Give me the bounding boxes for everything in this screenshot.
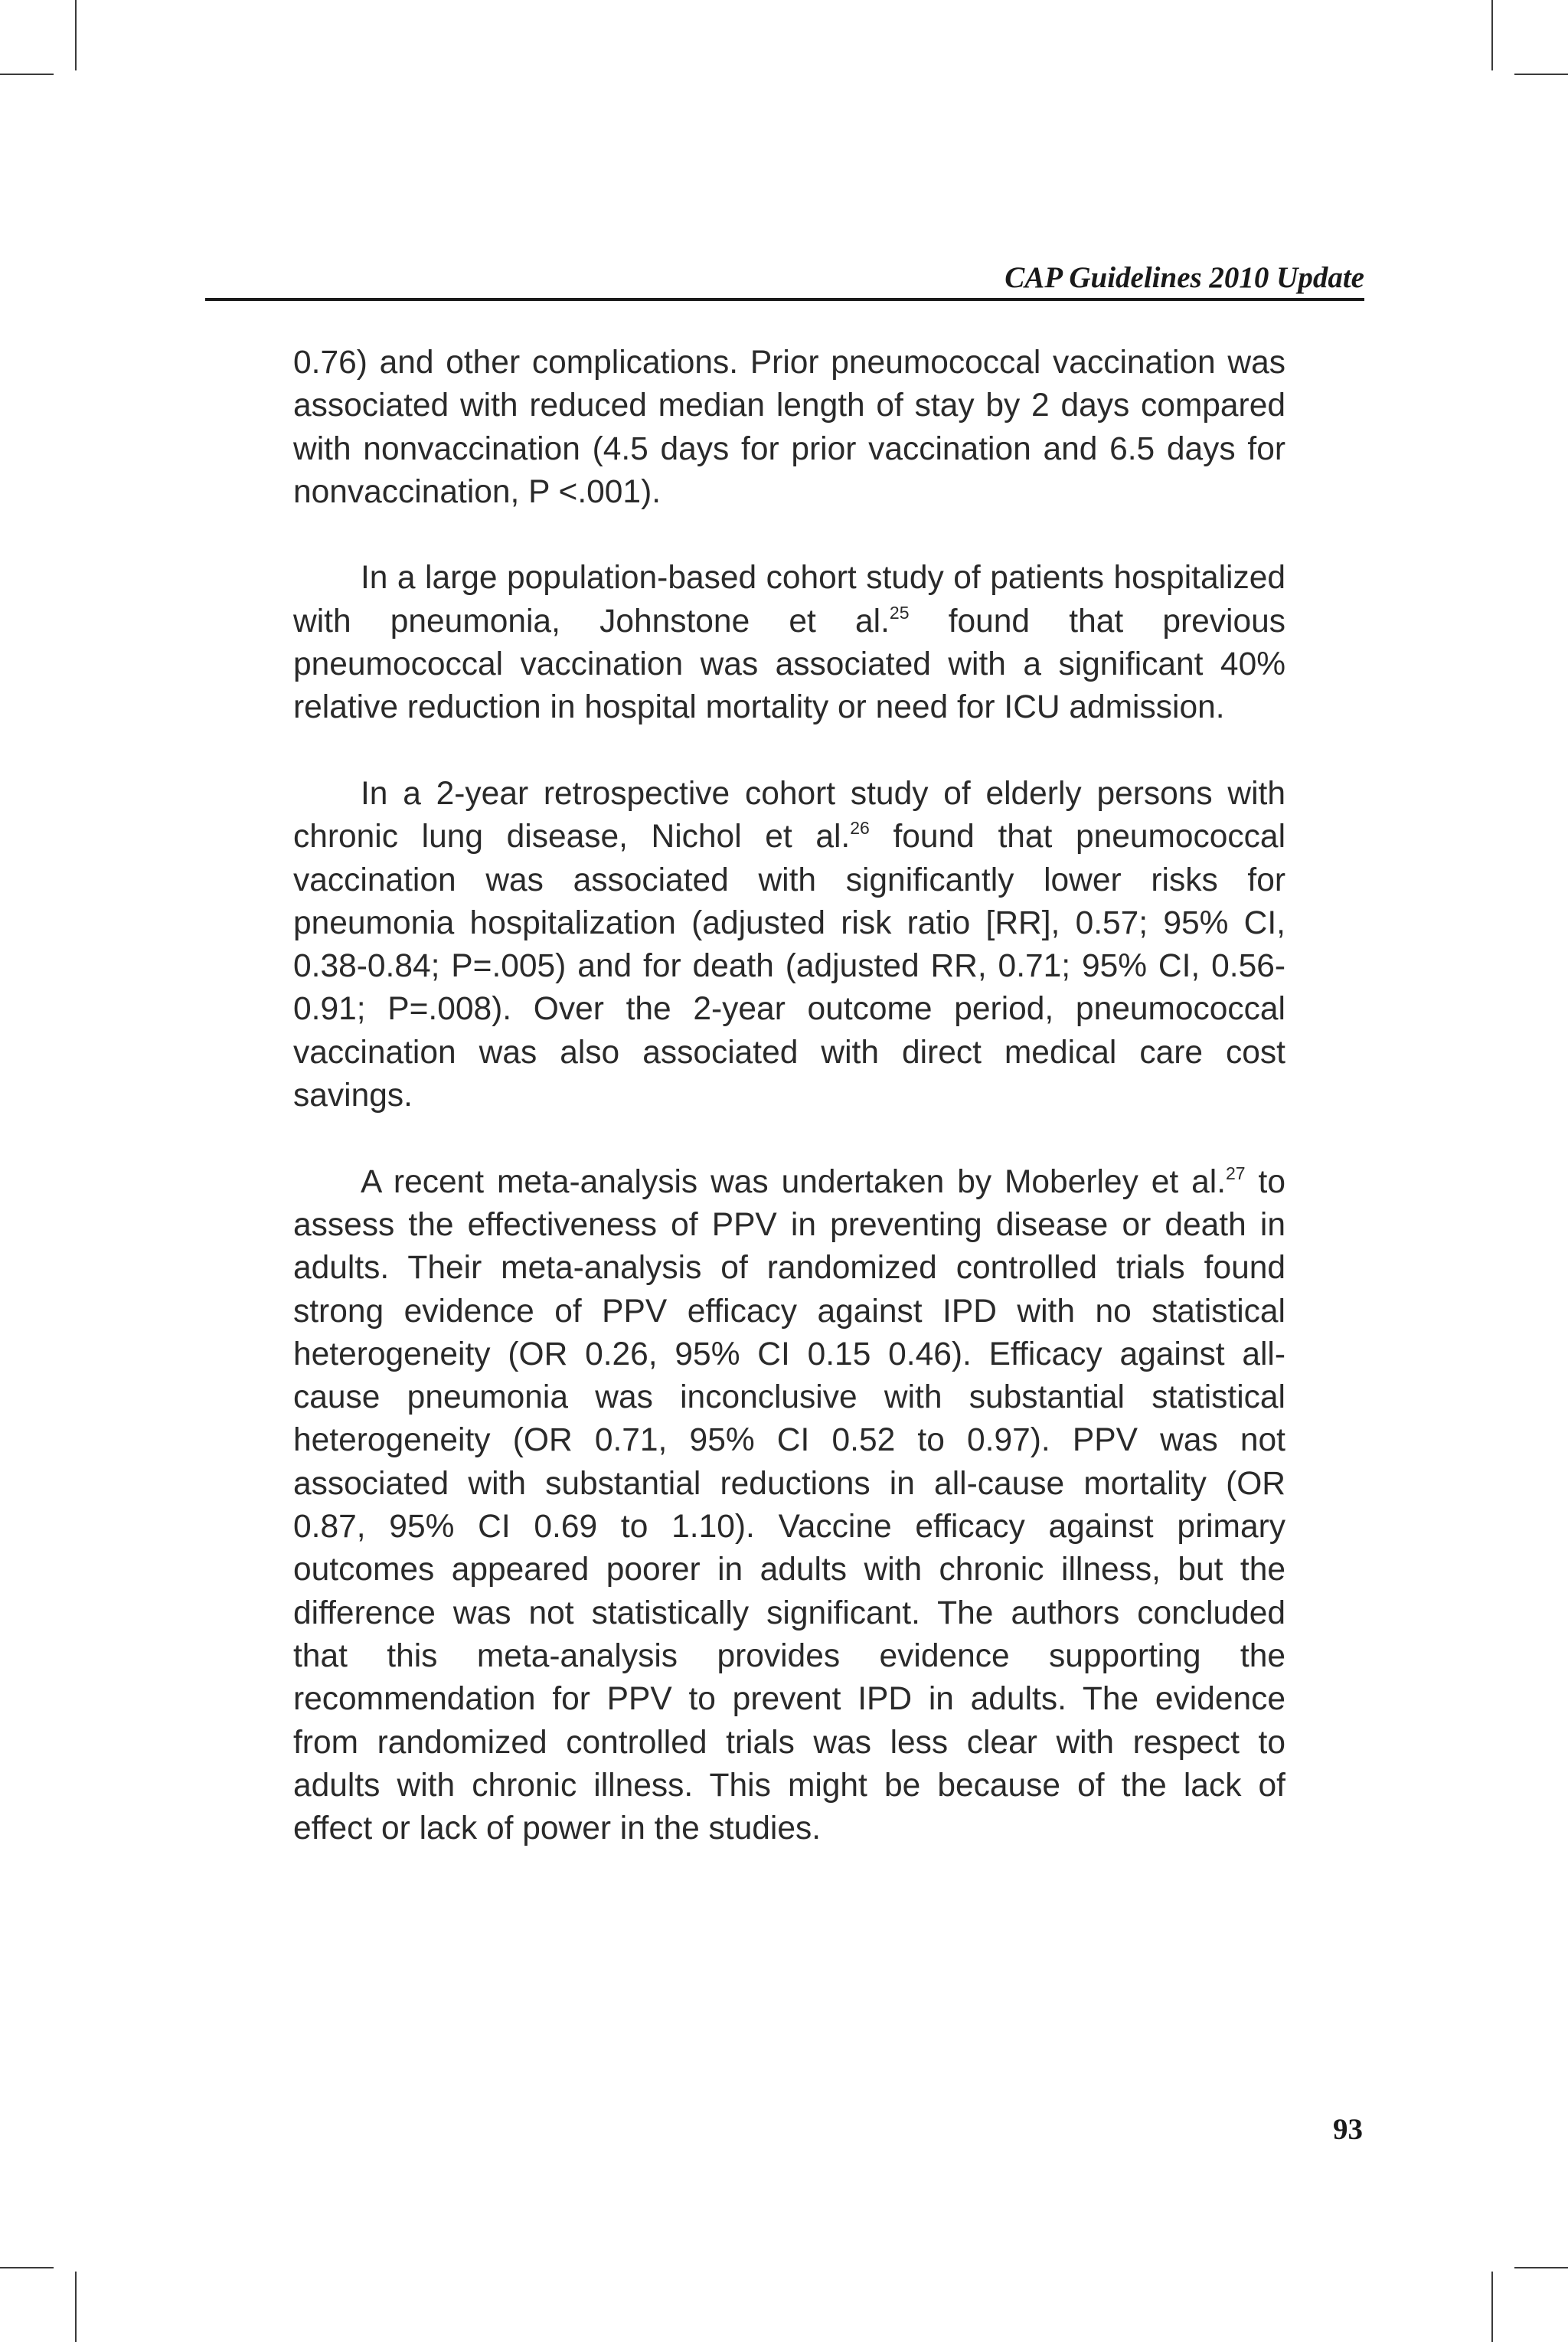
crop-mark-top-right-horizontal <box>1514 74 1568 75</box>
page-number: 93 <box>1333 2113 1363 2146</box>
header-rule <box>205 298 1364 301</box>
reference-superscript-27: 27 <box>1226 1163 1246 1183</box>
reference-superscript-25: 25 <box>889 602 910 623</box>
paragraph-4 <box>293 1161 1285 1851</box>
paragraph-3-text-start: In a 2-year retrospective cohort study of elderly persons with chronic lung disease, Nichol et al. <box>293 775 1285 855</box>
paragraph-2-text-end: found that previous pneumococcal vaccination was associated with a significant 40% relative reduction in hospital mortality or need for ICU admission. <box>293 603 1285 726</box>
body-text <box>293 342 1285 1894</box>
crop-mark-bottom-left-horizontal <box>0 2267 54 2268</box>
paragraph-4-text-end: to assess the effectiveness of PPV in preventing disease or death in adults. Their meta-analysis of randomized controlled trials found strong evidence of PPV efficacy against IPD with no statistical heterogeneity (OR 0.26, 95% CI 0.15 0.46). Efficacy against all-cause pneumonia was inconclusive with substantial statistical heterogeneity (OR 0.71, 95% CI 0.52 to 0.97). PPV was not associated with substantial reductions in all-cause mortality (OR 0.87, 95% CI 0.69 to 1.10). Vaccine efficacy against primary outcomes appeared poorer in adults with chronic illness, but the difference was not statistically significant. The authors concluded that this meta-analysis provides evidence supporting the recommendation for PPV to prevent IPD in adults. The evidence from randomized controlled trials was less clear with respect to adults with chronic illness. This might be because of the lack of effect or lack of power in the studies. <box>293 1163 1285 1847</box>
crop-mark-bottom-right-vertical <box>1491 2272 1493 2342</box>
paragraph-3 <box>293 773 1285 1117</box>
reference-superscript-26: 26 <box>850 818 870 839</box>
crop-mark-bottom-right-horizontal <box>1514 2267 1568 2268</box>
crop-mark-top-left-vertical <box>75 0 77 70</box>
paragraph-2 <box>293 557 1285 729</box>
paragraph-4-text-start: A recent meta-analysis was undertaken by Moberley et al. <box>361 1163 1227 1200</box>
crop-mark-top-left-horizontal <box>0 74 54 75</box>
running-header-title: CAP Guidelines 2010 Update <box>1004 261 1364 294</box>
paragraph-2-text-start: In a large population-based cohort study of patients hospitalized with pneumonia, Johnstone et al. <box>293 560 1285 639</box>
crop-mark-top-right-vertical <box>1491 0 1493 70</box>
crop-mark-bottom-left-vertical <box>75 2272 77 2342</box>
paragraph-3-text-end: found that pneumococcal vaccination was associated with significantly lower risks for pneumonia hospitalization (adjusted risk ratio [RR], 0.57; 95% CI, 0.38-0.84; P=.005) and for death (adjusted RR, 0.71; 95% CI, 0.56-0.91; P=.008). Over the 2-year outcome period, pneumococcal vaccination was also associated with direct medical care cost savings. <box>293 819 1286 1114</box>
paragraph-1: 0.76) and other complications. Prior pneumococcal vaccination was associated with reduced median length of stay by 2 days compared with nonvaccination (4.5 days for prior vaccination and 6.5 days for nonvaccination, P <.001). <box>293 345 1285 510</box>
